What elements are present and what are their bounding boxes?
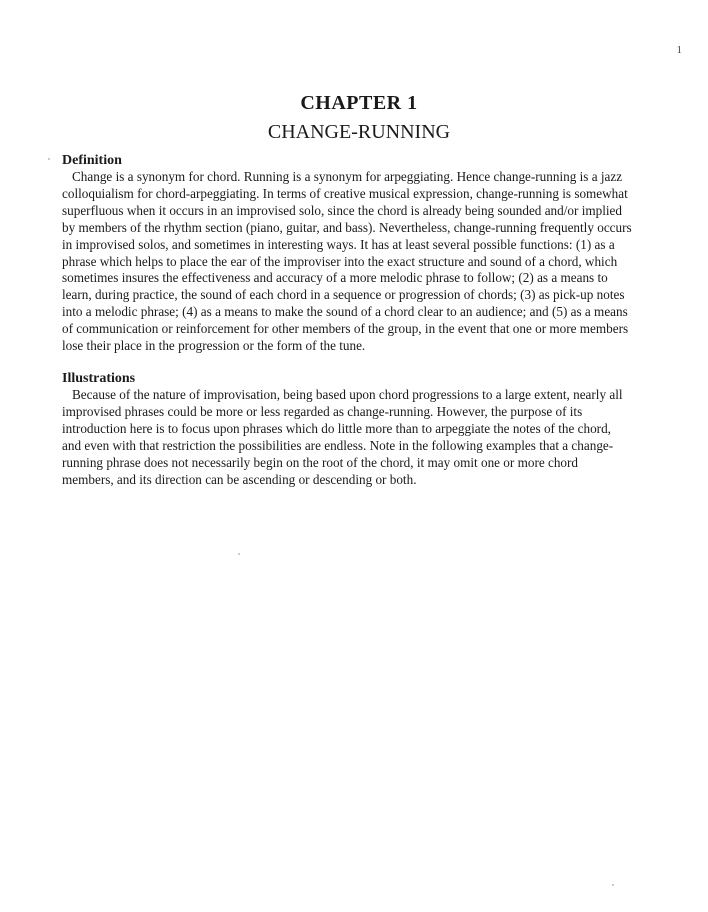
chapter-title: CHANGE-RUNNING: [267, 121, 451, 143]
section-heading: Illustrations: [62, 370, 136, 386]
scan-speck: [238, 553, 240, 555]
section-paragraph: Because of the nature of improvisation, being based upon chord progressions to a large extent, nearly all improvised phrases could be more or less regarded as change-running. However, the purpose of its introduction here is to focus upon phrases which do little more than to arpeggiate the notes of the chord, and even with that restriction the possibilities are endless. Note in the following examples that a change-running phrase does not necessarily begin on the root of the chord, it may omit one or more chord members, and its direction can be ascending or descending or both.: [62, 386, 623, 487]
scan-speck: [612, 884, 614, 886]
chapter-content: [62, 152, 632, 488]
chapter-number: CHAPTER 1: [300, 92, 418, 114]
section-illustrations: [62, 370, 632, 488]
section-paragraph: Change is a synonym for chord. Running is a synonym for arpeggiating. Hence change-running is a jazz colloquialism for chord-arpeggiating. In terms of creative musical expression, change-running is somewhat superfluous when it occurs in an improvised solo, since the chord is already being sounded and/or implied by members of the rhythm section (piano, guitar, and bass). Nevertheless, change-running frequently occurs in improvised solos, and sometimes in interesting ways. It has at least several possible functions: (1) as a phrase which helps to place the ear of the improviser into the exact structure and sound of a chord, which sometimes insures the effectiveness and accuracy of a more melodic phrase to follow; (2) as a means to learn, during practice, the sound of each chord in a sequence or progression of chords; (3) as pick-up notes into a melodic phrase; (4) as a means to make the sound of a chord clear to an audience; and (5) as a means of communication or reinforcement for other members of the group, in the event that one or more members lose their place in the progression or the form of the tune.: [62, 169, 632, 354]
section-definition: [62, 152, 632, 355]
scan-speck: [48, 158, 50, 160]
section-heading: Definition: [62, 153, 122, 168]
chapter-header: [0, 90, 708, 145]
page-number: 1: [676, 44, 682, 56]
